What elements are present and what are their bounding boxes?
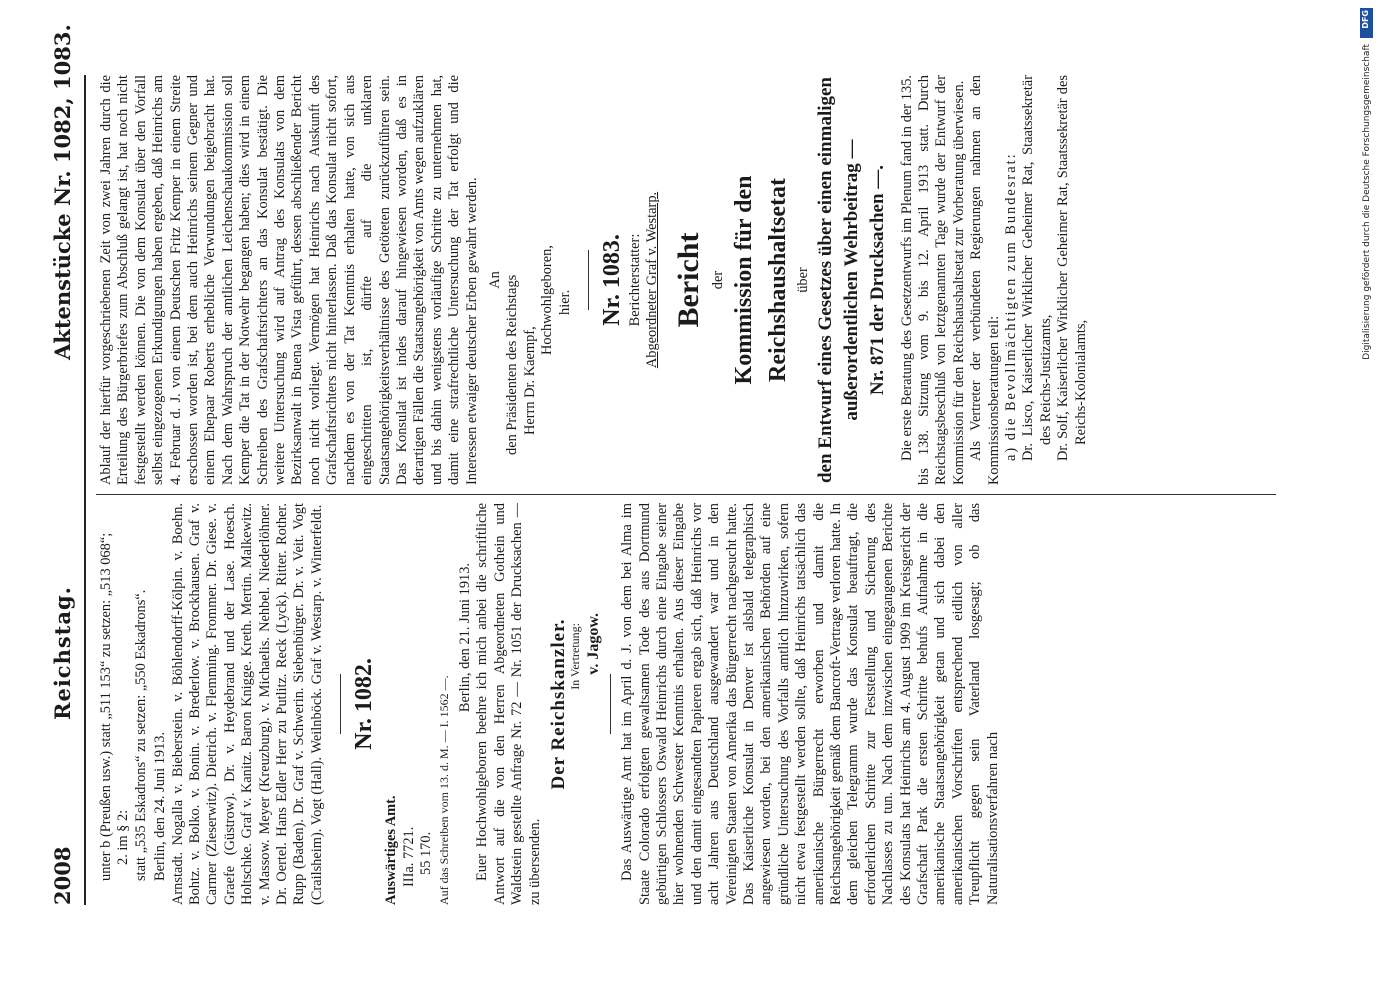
nr1082-title: Nr. 1082.: [351, 658, 378, 750]
address-to: An: [486, 271, 503, 289]
motion-date: Berlin, den 24. Juni 1913.: [152, 731, 169, 881]
beratung-text: Die erste Beratung des Gesetzentwurfs im Plenum fand in der 135. bis 138. Sitzung vom 9. bis 12. April 1913 statt. Durch Reichstagsbeschluß von letztgenannten Tage wurde der Entwurf der Kommission für den Reichshaushaltsetat zur Vorberatung überwiesen.: [898, 75, 967, 485]
running-head-right: Aktenstücke Nr. 1082, 1083.: [50, 24, 75, 360]
vertreter-text: Als Vertreter der verbündeten Regierungen nahmen an den Kommissionsberatungen teil:: [968, 75, 1002, 485]
file-ref-1: IIIa. 7721.: [400, 826, 417, 887]
page-number: 2008: [50, 846, 75, 905]
rapporteur-label: Berichterstatter:: [626, 233, 643, 327]
address-line-1: den Präsidenten des Reichstags: [504, 274, 521, 455]
nr1082-signature: v. Jagow.: [584, 613, 602, 675]
list-item-solf: Dr. Solf, Kaiserlicher Wirklicher Geheimer Rat, Staatssekretär des Reichs-Kolonialamts,: [1055, 75, 1089, 461]
column-divider: [96, 494, 1276, 495]
dfg-logo: DFG: [1360, 8, 1373, 38]
left-column: [98, 503, 1278, 905]
nr1082-body: Euer Hochwohlgeboren beehre ich mich anbei die schriftliche Antwort auf die von den Herren Abgeordneten Gothein und Waldstein gestellte Anfrage Nr. 72 — Nr. 1051 der Drucksachen — zu übersenden.: [474, 503, 543, 905]
running-head-left: Reichstag.: [50, 586, 75, 720]
rapporteur-name: Abgeordneter Graf v. Westarp.: [644, 191, 661, 369]
digitization-credit: Digitalisierung gefördert durch die Deutsche Forschungsgemeinschaft: [1362, 44, 1372, 360]
amendment-line-3: statt „535 Eskadrons“ zu setzen: „550 Eskadrons“.: [132, 589, 149, 881]
file-ref-2: 55 170.: [418, 831, 435, 875]
address-line-2: Herrn Dr. Kaempf,: [521, 326, 538, 435]
header-rule: [84, 75, 86, 905]
separator: [588, 250, 589, 310]
bericht-heading: Bericht: [671, 232, 705, 328]
nr1083-title: Nr. 1083.: [598, 234, 625, 326]
der-text: der: [709, 270, 726, 290]
amendment-line-2: 2. im § 2:: [115, 809, 132, 865]
signatories: Arnstadt. Nogalla v. Bieberstein. v. Böhlendorff-Kölpin. v. Boehn. Bohtz. v. Bolko. v. Bonin. v. Brederlow. v. Brockhausen. Graf v. Carmer (Zieserwitz). Dietrich. v. Flemming. Frommer. Dr. Giese. v. Graefe (Güstrow). Dr. v. Heydebrand und der Lase. Hoesch. Holtschke. Graf v. Kanitz. Baron Knigge. Kreth. Mertin. Malkewitz. v. Massow. Meyer (Kreuzburg). v. Michaelis. Nehbel. Niederlöhner. Dr. Oertel. Hans Edler Herr zu Putlitz. Reck (Lyck). Ritter. Rother. Rupp (Baden). Dr. Graf v. Schwerin. Siebenbürger. Dr. v. Veit. Vogt (Crailsheim). Vogt (Hall). Weilnböck. Graf v. Westarp. v. Winterfeldt.: [169, 503, 325, 905]
entwurf-drucksache: Nr. 871 der Drucksachen —.: [866, 164, 888, 396]
address-line-4: hier.: [556, 289, 573, 315]
ueber-text: über: [795, 267, 812, 293]
separator: [340, 674, 341, 734]
right-column: [98, 75, 1278, 485]
list-item-lisco: Dr. Lisco, Kaiserlicher Wirklicher Geheimer Rat, Staatssekretär des Reichs-Justizamts,: [1020, 75, 1054, 461]
amendment-line-1: unter b (Preußen usw.) statt „511 153“ zu setzen: „513 068“;: [98, 532, 114, 881]
address-line-3: Hochwohlgeboren,: [539, 245, 556, 355]
kommission-heading: Kommission für den Reichshaushaltsetat: [731, 175, 792, 385]
nr1082-signoff: Der Reichskanzler.: [547, 618, 569, 790]
file-ref-3: Auf das Schreiben vom 13. d. M. — I. 1562 —.: [436, 675, 451, 905]
report-continuation: Ablauf der hierfür vorgeschriebenen Zeit von zwei Jahren durch die Erteilung des Bürgerbriefes zum Abschluß gelangt ist, hat noch nicht festgestellt werden können. Die von dem Konsulat über den Vorfall selbst eingezogenen Erkundigungen haben ergeben, daß Heinrichs am 4. Februar d. J. von einem Deutschen Fritz Kemper in einem Streite erschossen worden ist, bei dem auch Heinrichs seinem Gegner und einem Ehepaar Roberts erhebliche Verwundungen beigebracht hat. Nach dem Wahrspruch der amtlichen Leichenschaukommission soll Kemper die Tat in der Notwehr begangen haben; dies wird in einem Schreiben des Grafschaftsrichters an das Konsulat bestätigt. Die weitere Untersuchung wird auf Antrag des Konsulats von dem Bezirksanwalt in Buena Vista geführt, dessen abschließender Bericht noch nicht vorliegt. Vermögen hat Heinrichs nach Auskunft des Grafschaftsrichters nicht hinterlassen. Daß das Konsulat nicht sofort, nachdem es von der Tat Kenntnis erhalten hatte, von sich aus eingeschritten ist, dürfte auf die unklaren Staatsangehörigkeitsverhältnisse des Getöteten zurückzuführen sein. Das Konsulat ist indes darauf hingewiesen worden, daß es in derartigen Fällen die Staatsangehörigkeit von Amts wegen aufzuklären und bis dahin wenigstens vorläufige Schritte zu unternehmen hat, damit eine strafrechtliche Untersuchung der Tat erfolgt und die Interessen etwaiger deutscher Erben gewahrt werden.: [98, 75, 480, 485]
office-name: Auswärtiges Amt.: [383, 795, 400, 905]
entwurf-title: den Entwurf eines Gesetzes über einen einmaligen außerordentlichen Wehrbeitrag —: [814, 77, 862, 484]
nr1082-date: Berlin, den 21. Juni 1913.: [456, 563, 473, 713]
list-heading-a: a) die Bevollmächtigten zum Bundesrat:: [1003, 152, 1020, 461]
separator: [610, 674, 611, 734]
report-text: Das Auswärtige Amt hat im April d. J. von dem bei Alma im Staate Colorado erfolgten gewaltsamen Tode des aus Dortmund gebürtigen Schlossers Oswald Heinrichs durch eine Eingabe seiner hier wohnenden Schwester Kenntnis erhalten. Aus dieser Eingabe und den damit eingesandten Papieren ergab sich, daß Heinrichs vor acht Jahren aus Deutschland ausgewandert war und in den Vereinigten Staaten von Amerika das Bürgerrecht nachgesucht hatte. Das Kaiserliche Konsulat in Denver ist alsbald telegraphisch angewiesen worden, bei den amerikanischen Behörden auf eine gründliche Untersuchung des Vorfalls amtlich hinzuwirken, sofern nicht etwa festgestellt werden sollte, daß Heinrichs tatsächlich das amerikanische Bürgerrecht erworben und damit die Reichsangehörigkeit gemäß dem Bancroft-Vertrage verloren hatte. In dem gleichen Telegramm wurde das Konsulat beauftragt, die erforderlichen Schritte zur Feststellung und Sicherung des Nachlasses zu tun. Nach dem inzwischen eingegangenen Berichte des Konsulats hat Heinrichs am 4. August 1909 im Kreisgericht der Grafschaft Park die ersten Schritte behufs Aufnahme in die amerikanische Staatsangehörigkeit getan und sich dabei den amerikanischen Vorschriften entsprechend eidlich von aller Treupflicht gegen sein Vaterland losgesagt; ob das Naturalisationsverfahren nach: [619, 503, 1001, 905]
nr1082-deputy: In Vertretung:: [568, 623, 583, 690]
